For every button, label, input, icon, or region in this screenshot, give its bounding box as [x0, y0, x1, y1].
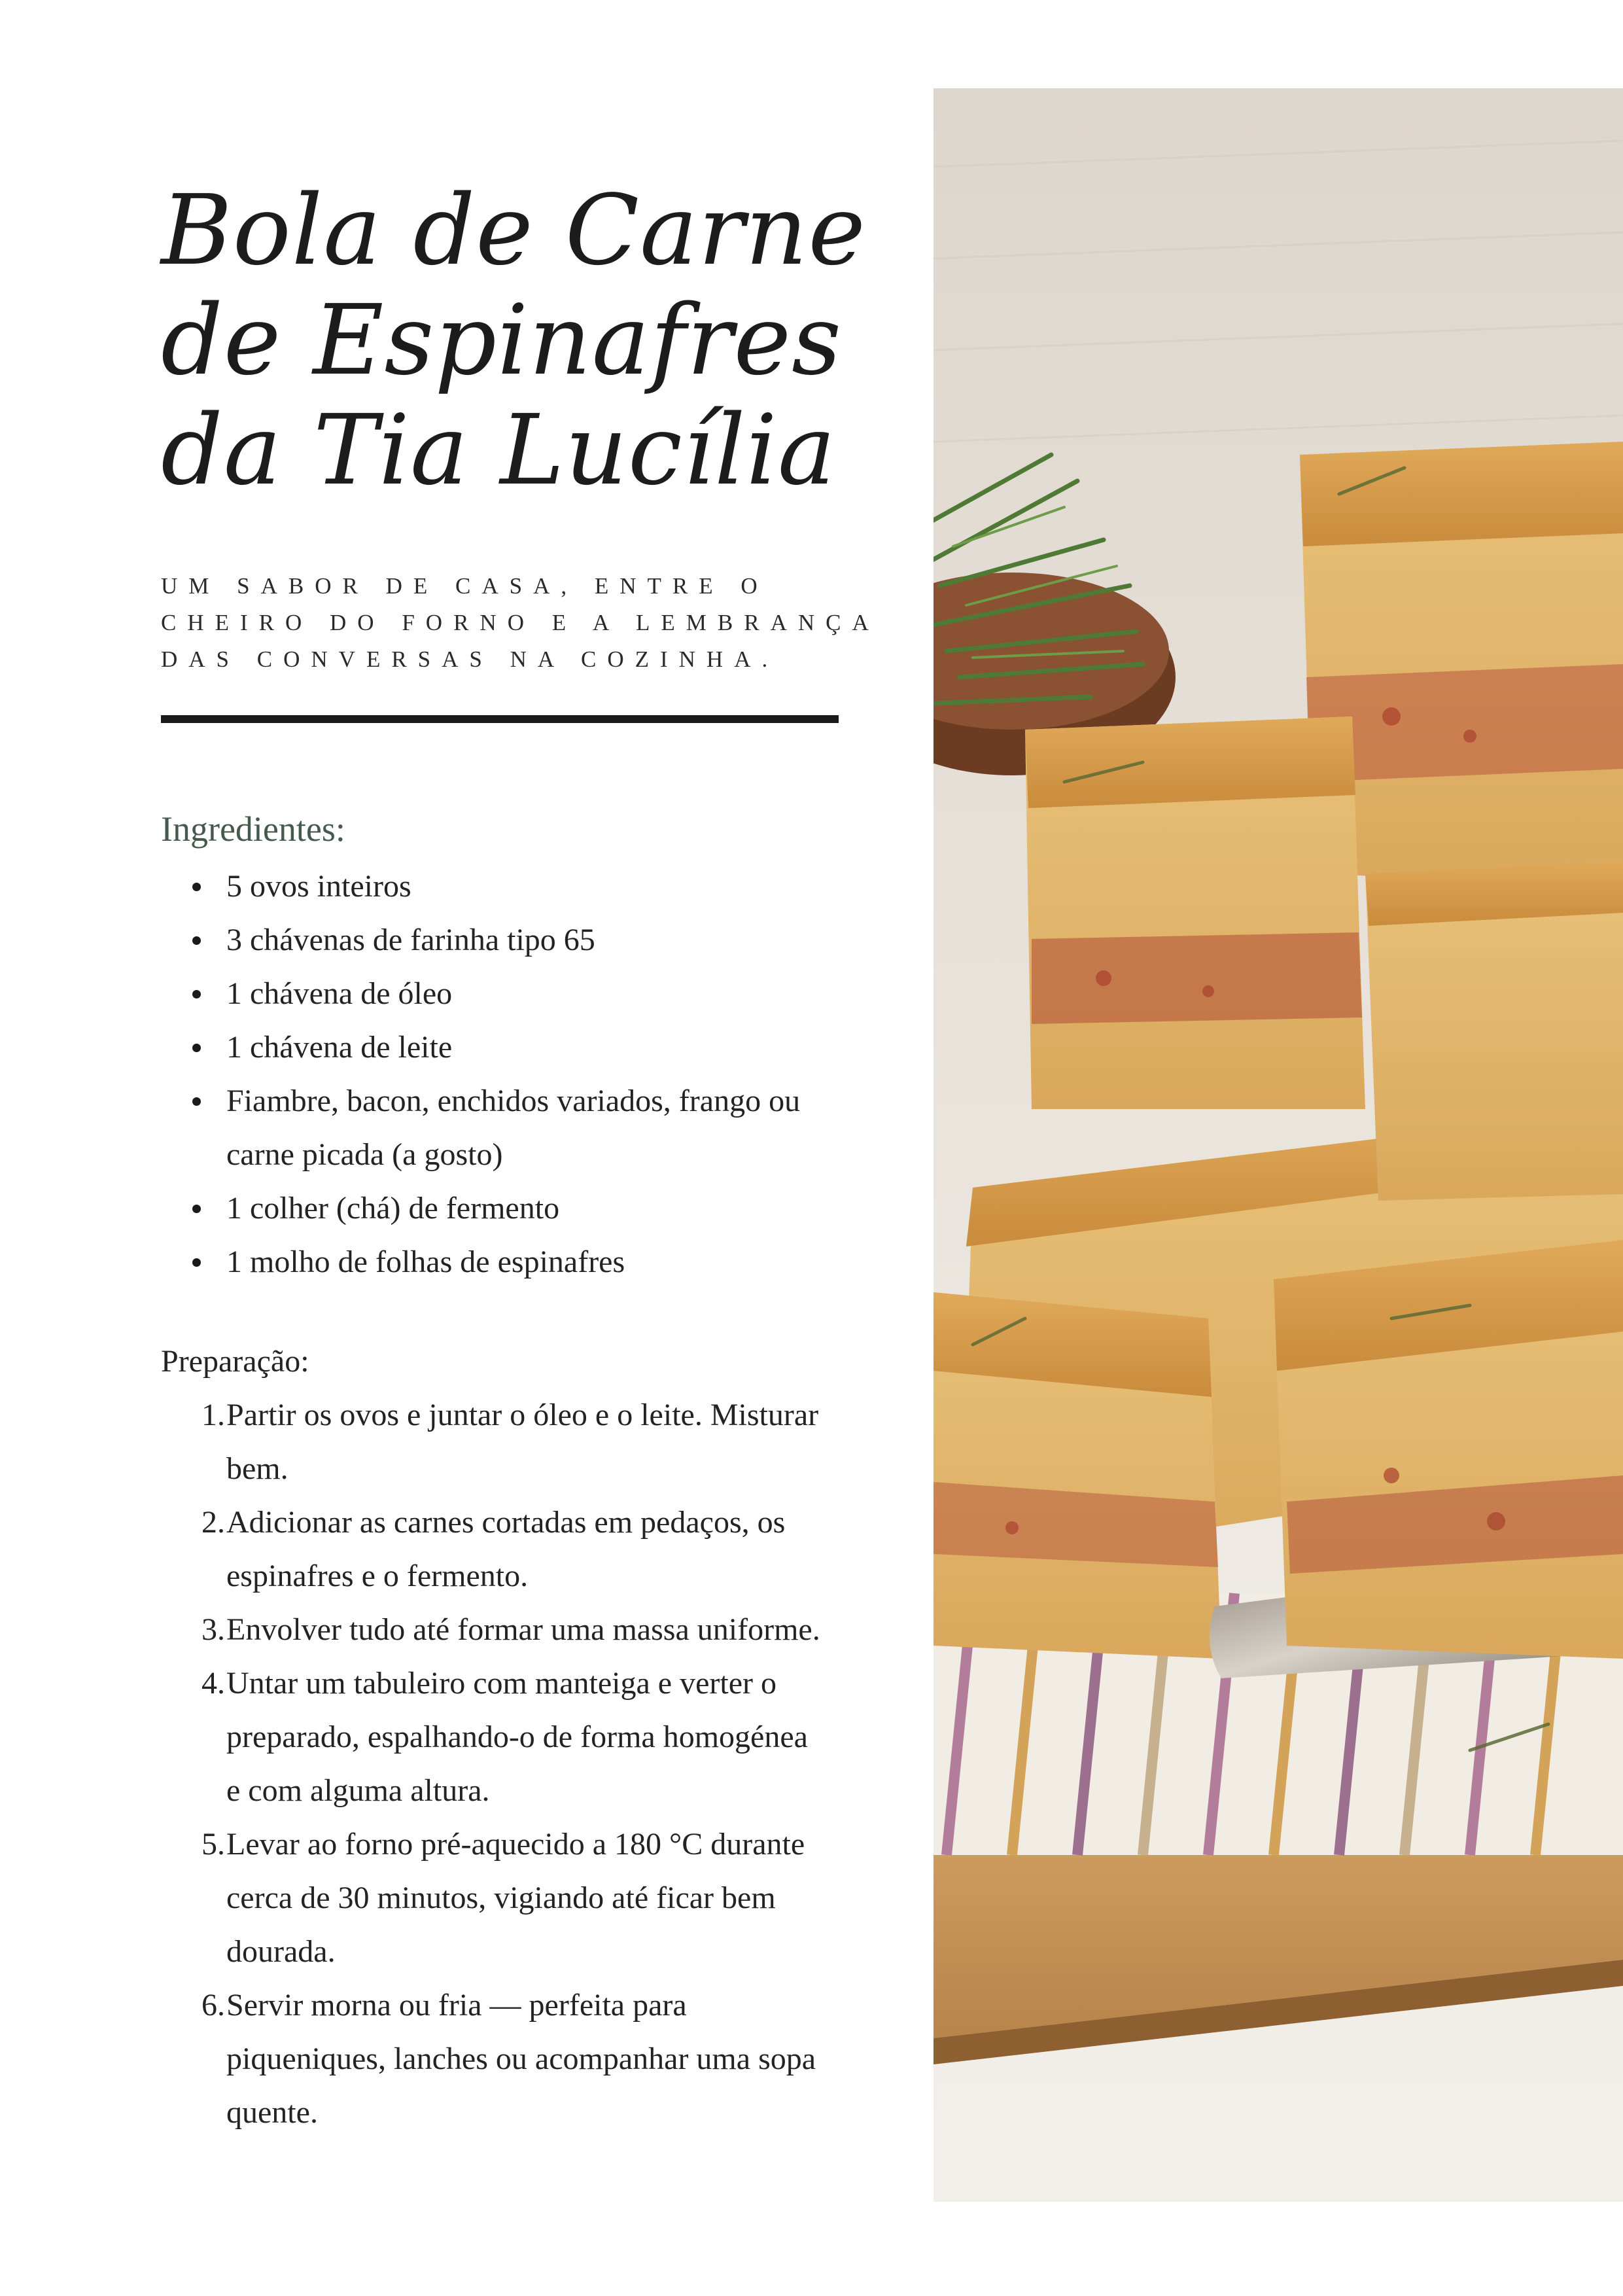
preparation-heading: Preparação: — [161, 1344, 309, 1379]
ingredient-item — [161, 1182, 933, 1235]
bullet-icon — [192, 990, 201, 998]
bullet-icon — [192, 936, 201, 945]
step-text: dourada. — [226, 1934, 336, 1969]
recipe-title-line: de Espinafres — [161, 284, 843, 397]
step-text: Partir os ovos e juntar o óleo e o leite. Misturar — [226, 1398, 819, 1432]
ingredient-item — [161, 967, 933, 1021]
ingredient-item — [161, 1021, 933, 1074]
step-text: Envolver tudo até formar uma massa uniforme. — [226, 1612, 820, 1647]
tagline-line: DAS CONVERSAS NA COZINHA. — [161, 646, 779, 672]
ingredient-text: 1 colher (chá) de fermento — [226, 1191, 560, 1226]
step-item — [161, 1657, 933, 1818]
recipe-text-column — [161, 0, 933, 2296]
recipe-title-line: da Tia Lucília — [161, 394, 837, 506]
tagline-line: CHEIRO DO FORNO E A LEMBRANÇA — [161, 610, 880, 635]
step-text: Servir morna ou fria — perfeita para — [226, 1988, 687, 2022]
recipe-title — [161, 175, 933, 505]
ingredients-list — [161, 860, 933, 1289]
steps-list — [161, 1388, 933, 2140]
ingredients-heading: Ingredientes: — [161, 809, 345, 849]
recipe-tagline — [161, 568, 920, 678]
ingredient-text: 1 chávena de leite — [226, 1030, 453, 1065]
ingredient-item — [161, 913, 933, 967]
step-number: 5. — [201, 1827, 225, 1862]
ingredient-item — [161, 860, 933, 913]
ingredient-item — [161, 1235, 933, 1289]
step-text: preparado, espalhando-o de forma homogénea — [226, 1720, 808, 1754]
step-item — [161, 1496, 933, 1603]
cake-square-front-left — [934, 1292, 1221, 1659]
ingredient-text: 1 chávena de óleo — [226, 976, 453, 1011]
step-text: quente. — [226, 2095, 318, 2130]
step-text: e com alguma altura. — [226, 1773, 490, 1808]
cake-square-right — [1365, 860, 1623, 1201]
food-photo — [934, 88, 1623, 2202]
recipe-title-line: Bola de Carne — [161, 174, 866, 287]
step-text: piqueniques, lanches ou acompanhar uma sopa — [226, 2041, 816, 2076]
cake-square-front-right — [1274, 1240, 1623, 1659]
bullet-icon — [192, 883, 201, 891]
step-text: cerca de 30 minutos, vigiando até ficar bem — [226, 1881, 776, 1915]
step-item — [161, 1603, 933, 1657]
bullet-icon — [192, 1205, 201, 1213]
bullet-icon — [192, 1044, 201, 1052]
ingredient-text: 5 ovos inteiros — [226, 869, 411, 904]
cake-square-middle — [1025, 716, 1365, 1109]
ingredient-text: Fiambre, bacon, enchidos variados, frango ou — [226, 1084, 801, 1118]
section-divider — [161, 715, 839, 723]
step-text: Adicionar as carnes cortadas em pedaços, os — [226, 1505, 786, 1540]
step-text: bem. — [226, 1451, 288, 1486]
step-text: Untar um tabuleiro com manteiga e verter o — [226, 1666, 777, 1701]
step-number: 1. — [201, 1398, 225, 1432]
step-number: 3. — [201, 1612, 225, 1647]
step-item — [161, 1388, 933, 1496]
food-illustration — [934, 88, 1623, 2202]
ingredient-text: carne picada (a gosto) — [226, 1137, 503, 1172]
step-number: 4. — [201, 1666, 225, 1701]
step-number: 2. — [201, 1505, 225, 1540]
step-item — [161, 1818, 933, 1979]
step-item — [161, 1979, 933, 2140]
step-text: Levar ao forno pré-aquecido a 180 °C durante — [226, 1827, 805, 1862]
ingredient-item — [161, 1074, 933, 1182]
bullet-icon — [192, 1258, 201, 1267]
ingredient-text: 3 chávenas de farinha tipo 65 — [226, 923, 595, 957]
step-text: espinafres e o fermento. — [226, 1559, 529, 1593]
step-number: 6. — [201, 1988, 225, 2022]
tagline-line: UM SABOR DE CASA, ENTRE O — [161, 573, 769, 599]
ingredient-text: 1 molho de folhas de espinafres — [226, 1245, 625, 1279]
bullet-icon — [192, 1097, 201, 1106]
